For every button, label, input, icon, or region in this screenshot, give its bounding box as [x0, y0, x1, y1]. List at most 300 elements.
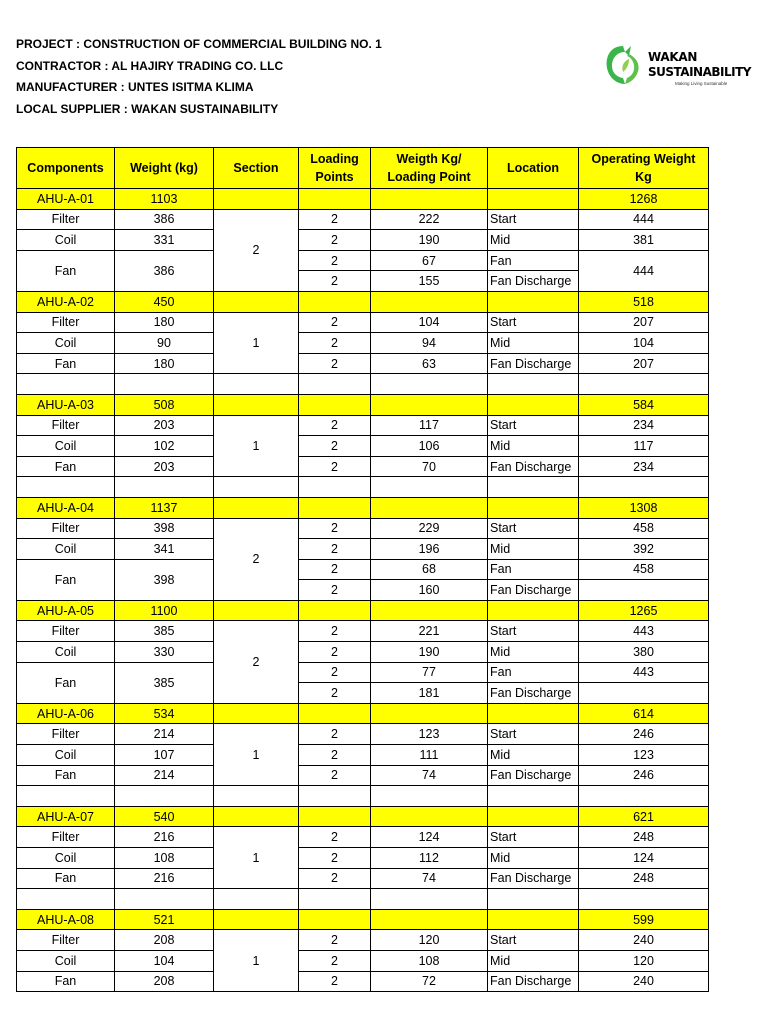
component-cell: Coil: [17, 642, 115, 663]
unit-name-cell: AHU-A-08: [17, 909, 115, 930]
unit-name-cell: AHU-A-07: [17, 806, 115, 827]
loading-points-cell: 2: [299, 621, 371, 642]
spacer-row: [17, 374, 709, 395]
logo-tagline: Making Living Sustainable: [675, 81, 728, 86]
loading-points-cell: 2: [299, 950, 371, 971]
unit-blank-cell: [371, 291, 488, 312]
operating-weight-cell: 444: [579, 209, 709, 230]
location-cell: Mid: [488, 950, 579, 971]
loading-points-cell: 2: [299, 209, 371, 230]
weight-table: [16, 147, 709, 992]
operating-weight-cell: 104: [579, 333, 709, 354]
location-cell: Fan Discharge: [488, 271, 579, 292]
loading-points-cell: 2: [299, 250, 371, 271]
loading-points-cell: 2: [299, 662, 371, 683]
loading-points-cell: 2: [299, 230, 371, 251]
table-row: [17, 209, 709, 230]
loading-points-cell: 2: [299, 271, 371, 292]
location-cell: Fan Discharge: [488, 765, 579, 786]
operating-weight-cell: 120: [579, 950, 709, 971]
unit-name-cell: AHU-A-01: [17, 189, 115, 210]
unit-name-cell: AHU-A-05: [17, 600, 115, 621]
empty-cell: [579, 786, 709, 807]
header-operating-weight-l2: Kg: [635, 170, 652, 184]
table-row: [17, 827, 709, 848]
empty-cell: [371, 786, 488, 807]
empty-cell: [214, 374, 299, 395]
weight-cell: 330: [115, 642, 214, 663]
weight-per-point-cell: 72: [371, 971, 488, 992]
section-cell: 2: [214, 518, 299, 600]
weight-per-point-cell: 74: [371, 868, 488, 889]
unit-weight-cell: 1103: [115, 189, 214, 210]
header-weight-per-point-l2: Loading Point: [387, 170, 471, 184]
location-cell: Fan: [488, 250, 579, 271]
weight-cell: 203: [115, 415, 214, 436]
empty-cell: [115, 477, 214, 498]
unit-blank-cell: [488, 909, 579, 930]
operating-weight-cell: 380: [579, 642, 709, 663]
unit-blank-cell: [299, 806, 371, 827]
operating-weight-cell: 240: [579, 930, 709, 951]
location-cell: Start: [488, 209, 579, 230]
weight-cell: 108: [115, 848, 214, 869]
empty-cell: [214, 477, 299, 498]
operating-weight-cell: 234: [579, 456, 709, 477]
weight-per-point-cell: 229: [371, 518, 488, 539]
weight-per-point-cell: 196: [371, 539, 488, 560]
operating-weight-cell: 458: [579, 518, 709, 539]
weight-per-point-cell: 108: [371, 950, 488, 971]
location-cell: Fan Discharge: [488, 353, 579, 374]
location-cell: Fan Discharge: [488, 868, 579, 889]
empty-cell: [488, 889, 579, 910]
table-row: [17, 230, 709, 251]
weight-cell: 90: [115, 333, 214, 354]
operating-weight-cell: 246: [579, 724, 709, 745]
loading-points-cell: 2: [299, 539, 371, 560]
table-row: [17, 559, 709, 580]
location-cell: Mid: [488, 848, 579, 869]
unit-blank-cell: [299, 189, 371, 210]
table-row: [17, 353, 709, 374]
section-cell: 1: [214, 415, 299, 477]
operating-weight-cell: 246: [579, 765, 709, 786]
header-weight-per-point-l1: Weigth Kg/: [396, 152, 462, 166]
recycle-leaf-icon: [603, 42, 643, 88]
operating-weight-cell: 444: [579, 250, 709, 291]
section-cell: 1: [214, 312, 299, 374]
header-loading-points-l1: Loading: [310, 152, 359, 166]
unit-blank-cell: [214, 394, 299, 415]
weight-per-point-cell: 222: [371, 209, 488, 230]
spacer-row: [17, 477, 709, 498]
empty-cell: [17, 889, 115, 910]
unit-blank-cell: [214, 909, 299, 930]
weight-cell: 107: [115, 745, 214, 766]
location-cell: Fan Discharge: [488, 580, 579, 601]
operating-weight-cell: 123: [579, 745, 709, 766]
unit-weight-cell: 1100: [115, 600, 214, 621]
unit-blank-cell: [371, 189, 488, 210]
section-cell: 2: [214, 209, 299, 291]
location-cell: Mid: [488, 436, 579, 457]
unit-header-row: [17, 806, 709, 827]
unit-blank-cell: [214, 189, 299, 210]
location-cell: Mid: [488, 539, 579, 560]
unit-blank-cell: [299, 703, 371, 724]
component-cell: Coil: [17, 848, 115, 869]
header-operating-weight-l1: Operating Weight: [591, 152, 696, 166]
table-row: [17, 539, 709, 560]
table-row: [17, 333, 709, 354]
header-loading-points-l2: Points: [315, 170, 354, 184]
weight-cell: 216: [115, 868, 214, 889]
table-header-row: [17, 148, 709, 189]
weight-cell: 208: [115, 971, 214, 992]
loading-points-cell: 2: [299, 580, 371, 601]
location-cell: Start: [488, 312, 579, 333]
component-cell: Fan: [17, 662, 115, 703]
unit-header-row: [17, 600, 709, 621]
unit-blank-cell: [488, 189, 579, 210]
unit-header-row: [17, 909, 709, 930]
operating-weight-cell: 248: [579, 868, 709, 889]
weight-cell: 214: [115, 724, 214, 745]
table-row: [17, 950, 709, 971]
empty-cell: [17, 477, 115, 498]
header-weight-per-point: [371, 148, 488, 189]
loading-points-cell: 2: [299, 765, 371, 786]
empty-cell: [488, 374, 579, 395]
location-cell: Mid: [488, 642, 579, 663]
weight-per-point-cell: 190: [371, 642, 488, 663]
operating-weight-cell: 234: [579, 415, 709, 436]
header-section: Section: [214, 148, 299, 189]
unit-blank-cell: [371, 600, 488, 621]
loading-points-cell: 2: [299, 436, 371, 457]
unit-name-cell: AHU-A-06: [17, 703, 115, 724]
weight-per-point-cell: 124: [371, 827, 488, 848]
project-line: PROJECT : CONSTRUCTION OF COMMERCIAL BUILDING NO. 1: [16, 37, 382, 51]
spacer-row: [17, 889, 709, 910]
operating-weight-cell: 392: [579, 539, 709, 560]
empty-cell: [579, 374, 709, 395]
weight-per-point-cell: 160: [371, 580, 488, 601]
unit-blank-cell: [214, 497, 299, 518]
component-cell: Filter: [17, 312, 115, 333]
weight-cell: 102: [115, 436, 214, 457]
loading-points-cell: 2: [299, 683, 371, 704]
empty-cell: [299, 786, 371, 807]
weight-cell: 341: [115, 539, 214, 560]
weight-cell: 385: [115, 662, 214, 703]
location-cell: Mid: [488, 333, 579, 354]
table-row: [17, 848, 709, 869]
empty-cell: [299, 374, 371, 395]
empty-cell: [299, 477, 371, 498]
unit-blank-cell: [371, 909, 488, 930]
unit-header-row: [17, 497, 709, 518]
component-cell: Fan: [17, 868, 115, 889]
table-row: [17, 456, 709, 477]
empty-cell: [17, 786, 115, 807]
weight-per-point-cell: 67: [371, 250, 488, 271]
section-cell: 1: [214, 930, 299, 992]
table-row: [17, 930, 709, 951]
loading-points-cell: 2: [299, 745, 371, 766]
location-cell: Fan Discharge: [488, 971, 579, 992]
weight-cell: 180: [115, 312, 214, 333]
operating-weight-cell: 124: [579, 848, 709, 869]
weight-per-point-cell: 94: [371, 333, 488, 354]
location-cell: Start: [488, 415, 579, 436]
unit-blank-cell: [214, 291, 299, 312]
loading-points-cell: 2: [299, 642, 371, 663]
header-weight: Weight (kg): [115, 148, 214, 189]
contractor-line: CONTRACTOR : AL HAJIRY TRADING CO. LLC: [16, 58, 284, 73]
unit-header-row: [17, 703, 709, 724]
loading-points-cell: 2: [299, 724, 371, 745]
component-cell: Filter: [17, 209, 115, 230]
unit-weight-cell: 534: [115, 703, 214, 724]
unit-operating-cell: 599: [579, 909, 709, 930]
spacer-row: [17, 786, 709, 807]
header-location: Location: [488, 148, 579, 189]
component-cell: Fan: [17, 456, 115, 477]
weight-cell: 104: [115, 950, 214, 971]
weight-per-point-cell: 155: [371, 271, 488, 292]
unit-weight-cell: 540: [115, 806, 214, 827]
weight-cell: 386: [115, 209, 214, 230]
component-cell: Filter: [17, 724, 115, 745]
location-cell: Start: [488, 724, 579, 745]
unit-blank-cell: [299, 291, 371, 312]
unit-weight-cell: 450: [115, 291, 214, 312]
empty-cell: [214, 889, 299, 910]
loading-points-cell: 2: [299, 930, 371, 951]
unit-weight-cell: 508: [115, 394, 214, 415]
component-cell: Filter: [17, 415, 115, 436]
location-cell: Fan Discharge: [488, 683, 579, 704]
header-operating-weight: [579, 148, 709, 189]
table-row: [17, 765, 709, 786]
table-row: [17, 642, 709, 663]
weight-cell: 385: [115, 621, 214, 642]
unit-operating-cell: 584: [579, 394, 709, 415]
empty-cell: [115, 786, 214, 807]
weight-per-point-cell: 77: [371, 662, 488, 683]
location-cell: Start: [488, 621, 579, 642]
weight-cell: 331: [115, 230, 214, 251]
unit-blank-cell: [371, 703, 488, 724]
loading-points-cell: 2: [299, 559, 371, 580]
empty-cell: [488, 477, 579, 498]
location-cell: Start: [488, 827, 579, 848]
weight-per-point-cell: 120: [371, 930, 488, 951]
unit-blank-cell: [488, 806, 579, 827]
unit-operating-cell: 614: [579, 703, 709, 724]
unit-header-row: [17, 291, 709, 312]
component-cell: Fan: [17, 353, 115, 374]
operating-weight-cell: 458: [579, 559, 709, 580]
component-cell: Filter: [17, 621, 115, 642]
component-cell: Fan: [17, 250, 115, 291]
unit-name-cell: AHU-A-03: [17, 394, 115, 415]
weight-cell: 208: [115, 930, 214, 951]
unit-blank-cell: [371, 806, 488, 827]
component-cell: Coil: [17, 333, 115, 354]
operating-weight-cell: 248: [579, 827, 709, 848]
component-cell: Fan: [17, 559, 115, 600]
document-header: [16, 36, 382, 122]
unit-blank-cell: [371, 394, 488, 415]
loading-points-cell: 2: [299, 456, 371, 477]
unit-blank-cell: [488, 497, 579, 518]
loading-points-cell: 2: [299, 353, 371, 374]
empty-cell: [579, 477, 709, 498]
unit-blank-cell: [299, 909, 371, 930]
weight-per-point-cell: 112: [371, 848, 488, 869]
unit-header-row: [17, 189, 709, 210]
loading-points-cell: 2: [299, 848, 371, 869]
loading-points-cell: 2: [299, 518, 371, 539]
weight-per-point-cell: 68: [371, 559, 488, 580]
operating-weight-cell: 381: [579, 230, 709, 251]
empty-cell: [488, 786, 579, 807]
table-row: [17, 621, 709, 642]
unit-blank-cell: [299, 497, 371, 518]
weight-cell: 203: [115, 456, 214, 477]
unit-operating-cell: 1265: [579, 600, 709, 621]
unit-blank-cell: [299, 394, 371, 415]
component-cell: Filter: [17, 930, 115, 951]
operating-weight-cell: 443: [579, 621, 709, 642]
supplier-line: LOCAL SUPPLIER : WAKAN SUSTAINABILITY: [16, 101, 279, 116]
operating-weight-cell: 240: [579, 971, 709, 992]
location-cell: Fan: [488, 662, 579, 683]
operating-weight-cell: 207: [579, 353, 709, 374]
location-cell: Start: [488, 518, 579, 539]
manufacturer-line: MANUFACTURER : UNTES ISITMA KLIMA: [16, 80, 254, 94]
location-cell: Fan Discharge: [488, 456, 579, 477]
empty-cell: [579, 889, 709, 910]
logo-text-wakan: WAKAN: [648, 50, 698, 64]
table-row: [17, 415, 709, 436]
weight-per-point-cell: 190: [371, 230, 488, 251]
empty-cell: [371, 477, 488, 498]
component-cell: Coil: [17, 230, 115, 251]
empty-cell: [17, 374, 115, 395]
unit-blank-cell: [488, 600, 579, 621]
weight-per-point-cell: 181: [371, 683, 488, 704]
unit-blank-cell: [214, 703, 299, 724]
location-cell: Mid: [488, 745, 579, 766]
weight-per-point-cell: 106: [371, 436, 488, 457]
unit-blank-cell: [488, 703, 579, 724]
empty-cell: [214, 786, 299, 807]
table-row: [17, 868, 709, 889]
table-row: [17, 745, 709, 766]
component-cell: Fan: [17, 765, 115, 786]
weight-cell: 398: [115, 518, 214, 539]
loading-points-cell: 2: [299, 333, 371, 354]
unit-blank-cell: [214, 806, 299, 827]
component-cell: Coil: [17, 436, 115, 457]
loading-points-cell: 2: [299, 868, 371, 889]
loading-points-cell: 2: [299, 312, 371, 333]
weight-cell: 386: [115, 250, 214, 291]
table-row: [17, 971, 709, 992]
unit-blank-cell: [488, 394, 579, 415]
unit-weight-cell: 521: [115, 909, 214, 930]
component-cell: Coil: [17, 950, 115, 971]
header-loading-points: [299, 148, 371, 189]
weight-per-point-cell: 74: [371, 765, 488, 786]
header-components: Components: [17, 148, 115, 189]
unit-blank-cell: [299, 600, 371, 621]
unit-header-row: [17, 394, 709, 415]
logo-text-sustainability: SUSTAINABILITY: [648, 65, 751, 79]
loading-points-cell: 2: [299, 971, 371, 992]
weight-per-point-cell: 111: [371, 745, 488, 766]
component-cell: Filter: [17, 827, 115, 848]
empty-cell: [115, 889, 214, 910]
component-cell: Coil: [17, 745, 115, 766]
weight-per-point-cell: 70: [371, 456, 488, 477]
section-cell: 2: [214, 621, 299, 703]
empty-cell: [299, 889, 371, 910]
empty-cell: [371, 889, 488, 910]
unit-operating-cell: 621: [579, 806, 709, 827]
table-row: [17, 436, 709, 457]
unit-operating-cell: 1268: [579, 189, 709, 210]
component-cell: Filter: [17, 518, 115, 539]
component-cell: Coil: [17, 539, 115, 560]
unit-name-cell: AHU-A-04: [17, 497, 115, 518]
unit-name-cell: AHU-A-02: [17, 291, 115, 312]
unit-operating-cell: 1308: [579, 497, 709, 518]
table-row: [17, 312, 709, 333]
loading-points-cell: 2: [299, 827, 371, 848]
location-cell: Mid: [488, 230, 579, 251]
component-cell: Fan: [17, 971, 115, 992]
weight-per-point-cell: 123: [371, 724, 488, 745]
operating-weight-cell: 443: [579, 662, 709, 683]
unit-blank-cell: [371, 497, 488, 518]
wakan-logo: [603, 42, 753, 92]
table-row: [17, 724, 709, 745]
table-row: [17, 250, 709, 271]
table-row: [17, 662, 709, 683]
location-cell: Fan: [488, 559, 579, 580]
weight-cell: 398: [115, 559, 214, 600]
weight-per-point-cell: 104: [371, 312, 488, 333]
unit-blank-cell: [214, 600, 299, 621]
unit-operating-cell: 518: [579, 291, 709, 312]
empty-cell: [371, 374, 488, 395]
weight-cell: 214: [115, 765, 214, 786]
weight-per-point-cell: 117: [371, 415, 488, 436]
unit-weight-cell: 1137: [115, 497, 214, 518]
weight-per-point-cell: 221: [371, 621, 488, 642]
section-cell: 1: [214, 827, 299, 889]
section-cell: 1: [214, 724, 299, 786]
operating-weight-cell: 117: [579, 436, 709, 457]
weight-cell: 216: [115, 827, 214, 848]
location-cell: Start: [488, 930, 579, 951]
table-row: [17, 518, 709, 539]
